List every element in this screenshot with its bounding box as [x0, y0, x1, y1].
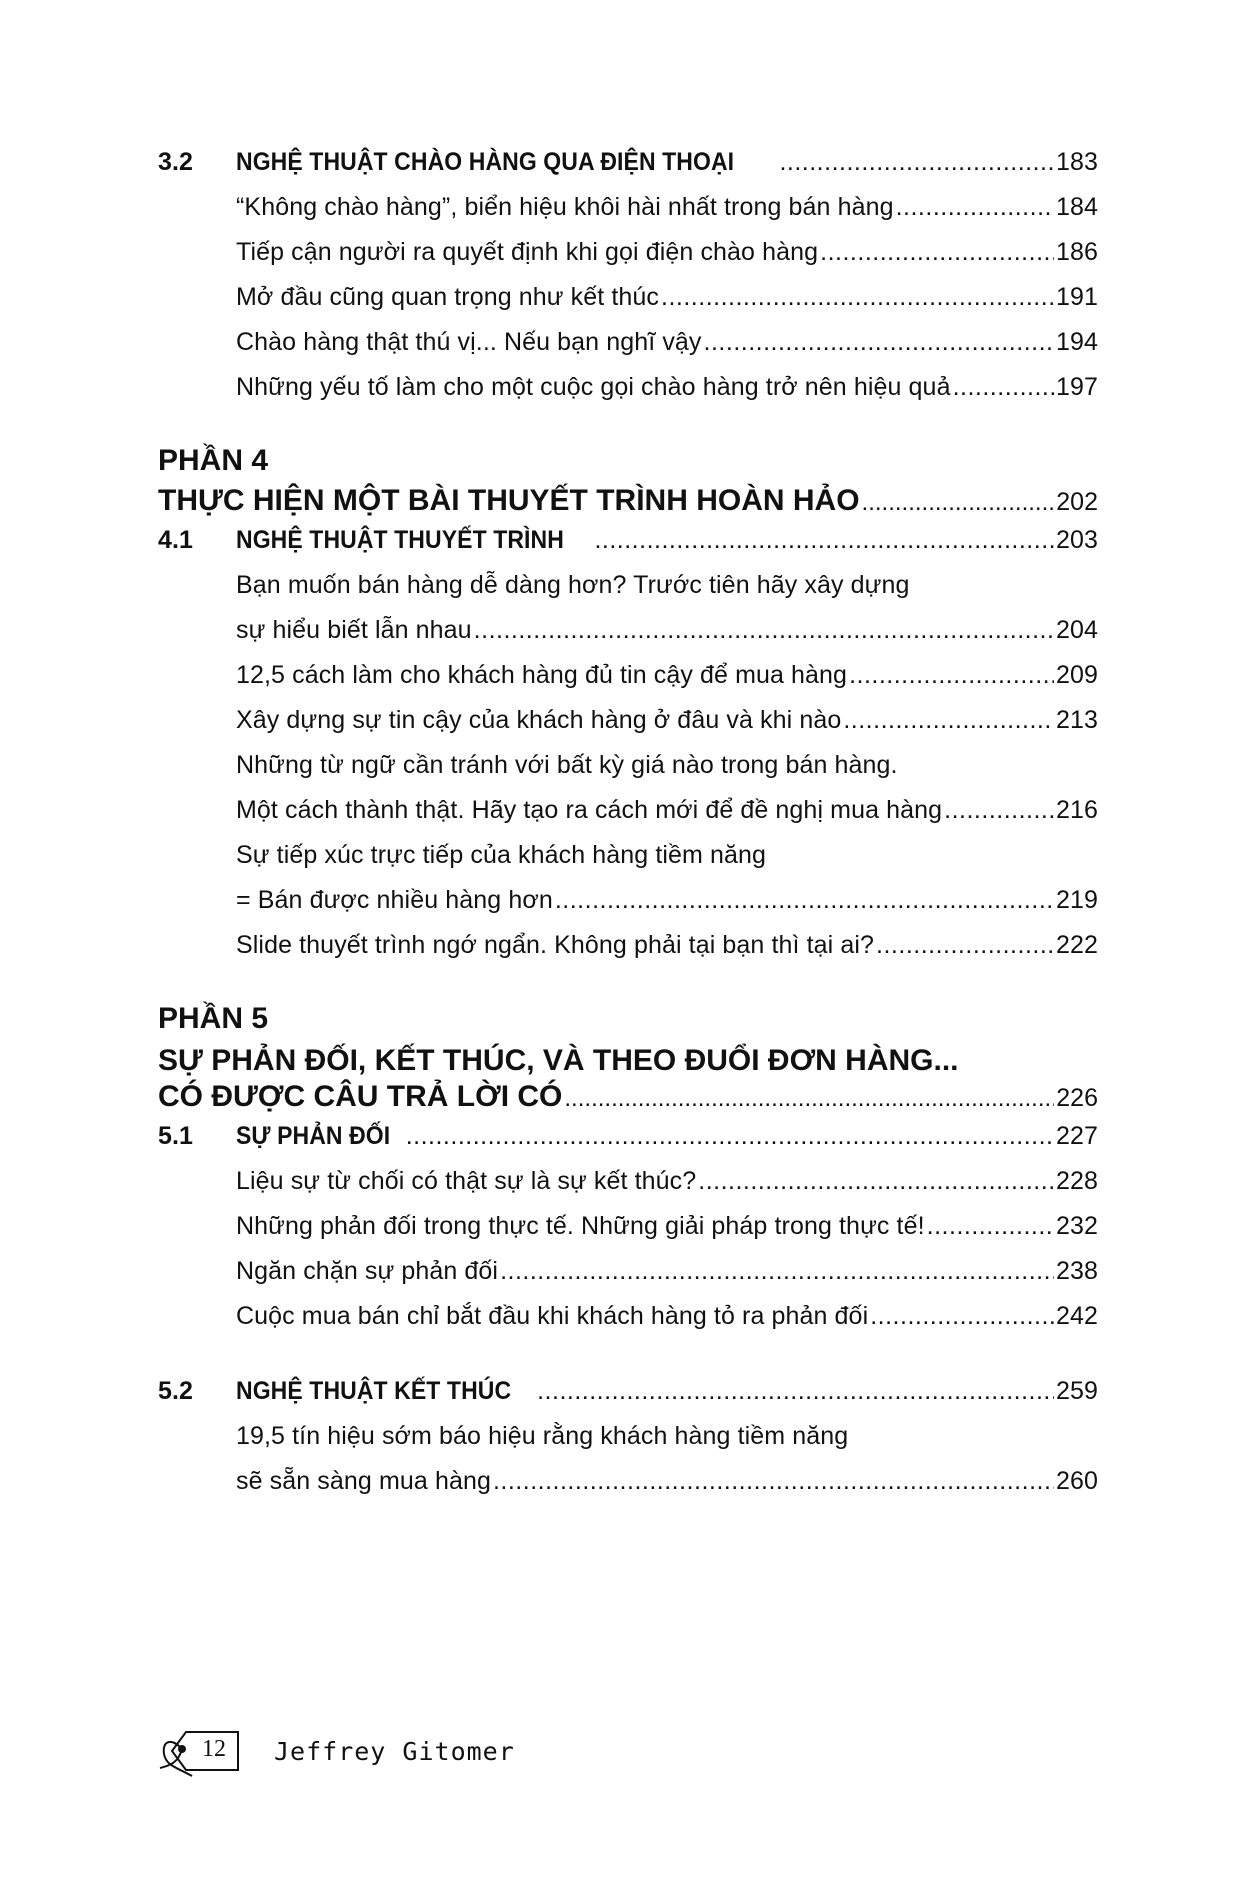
- leader-dots: [661, 283, 1054, 312]
- toc-entry-line: [158, 1422, 1098, 1467]
- page-number: 260: [1055, 1467, 1098, 1495]
- leader-dots: [862, 489, 1055, 517]
- leader-dots: [474, 616, 1054, 645]
- toc-entry[interactable]: [158, 886, 1098, 931]
- page-number: 259: [1055, 1377, 1098, 1405]
- toc-part-5[interactable]: [158, 1080, 1098, 1122]
- toc-entry[interactable]: [158, 328, 1098, 373]
- leader-dots: [843, 706, 1054, 735]
- entry-title-line1: Bạn muốn bán hàng dễ dàng hơn? Trước tiên hãy xây dựng: [236, 571, 910, 599]
- page-number: 184: [1055, 193, 1098, 221]
- toc-entry[interactable]: [158, 193, 1098, 238]
- part-label: PHẦN 4: [158, 444, 269, 477]
- section-title: NGHỆ THUẬT CHÀO HÀNG QUA ĐIỆN THOẠI: [236, 148, 735, 176]
- section-title: NGHỆ THUẬT KẾT THÚC: [236, 1377, 512, 1405]
- part-title-line1: SỰ PHẢN ĐỐI, KẾT THÚC, VÀ THEO ĐUỔI ĐƠN HÀNG...: [158, 1044, 959, 1077]
- entry-title: Tiếp cận người ra quyết định khi gọi điện chào hàng: [236, 238, 819, 266]
- part-label: PHẦN 5: [158, 1002, 269, 1035]
- toc-entry[interactable]: [158, 706, 1098, 751]
- page-number: 203: [1055, 526, 1098, 554]
- entry-title: Liệu sự từ chối có thật sự là sự kết thúc?: [236, 1167, 697, 1195]
- entry-title: Những yếu tố làm cho một cuộc gọi chào hàng trở nên hiệu quả: [236, 373, 951, 401]
- toc-entry[interactable]: [158, 931, 1098, 976]
- page-number: 194: [1055, 328, 1098, 356]
- leader-dots: [779, 148, 1054, 177]
- page-number: 204: [1055, 616, 1098, 644]
- toc-entry-line: [158, 841, 1098, 886]
- toc-entry[interactable]: [158, 616, 1098, 661]
- section-title: NGHỆ THUẬT THUYẾT TRÌNH: [236, 526, 564, 554]
- leader-dots: [564, 1085, 1054, 1113]
- page-footer: [158, 1728, 515, 1774]
- leader-dots: [537, 1377, 1054, 1406]
- toc-entry[interactable]: [158, 1257, 1098, 1302]
- page-number: 186: [1055, 238, 1098, 266]
- entry-title: Một cách thành thật. Hãy tạo ra cách mới để đề nghị mua hàng: [236, 796, 943, 824]
- entry-title: Chào hàng thật thú vị... Nếu bạn nghĩ vậy: [236, 328, 702, 356]
- section-number: 4.1: [158, 526, 194, 554]
- entry-title: Xây dựng sự tin cậy của khách hàng ở đâu và khi nào: [236, 706, 842, 734]
- entry-title: sẽ sẵn sàng mua hàng: [236, 1467, 491, 1495]
- toc-entry[interactable]: [158, 283, 1098, 328]
- leader-dots: [820, 238, 1054, 267]
- page-number: 228: [1055, 1167, 1098, 1195]
- page-number: 238: [1055, 1257, 1098, 1285]
- entry-title: “Không chào hàng”, biển hiệu khôi hài nhất trong bán hàng: [236, 193, 894, 221]
- page-number: 191: [1055, 283, 1098, 311]
- entry-title: = Bán được nhiều hàng hơn: [236, 886, 553, 914]
- page-number: 213: [1055, 706, 1098, 734]
- section-title: SỰ PHẢN ĐỐI: [236, 1122, 391, 1150]
- entry-title: sự hiểu biết lẫn nhau: [236, 616, 472, 644]
- leader-dots: [944, 796, 1054, 825]
- table-of-contents: [158, 148, 1098, 1512]
- page-number: 219: [1055, 886, 1098, 914]
- toc-entry[interactable]: [158, 1467, 1098, 1512]
- toc-entry[interactable]: [158, 1167, 1098, 1212]
- leader-dots: [704, 328, 1054, 357]
- section-number: 5.2: [158, 1377, 194, 1405]
- leader-dots: [849, 661, 1054, 690]
- entry-title: Những phản đối trong thực tế. Những giải pháp trong thực tế!: [236, 1212, 925, 1240]
- leader-dots: [927, 1212, 1054, 1241]
- toc-entry-line: [158, 751, 1098, 796]
- part-title: THỰC HIỆN MỘT BÀI THUYẾT TRÌNH HOÀN HẢO: [158, 484, 860, 517]
- entry-title: Cuộc mua bán chỉ bắt đầu khi khách hàng tỏ ra phản đối: [236, 1302, 869, 1330]
- page-number: 222: [1055, 931, 1098, 959]
- toc-entry-line: [158, 571, 1098, 616]
- entry-title: 12,5 cách làm cho khách hàng đủ tin cậy để mua hàng: [236, 661, 848, 689]
- page-number: 227: [1055, 1122, 1098, 1150]
- toc-entry[interactable]: [158, 661, 1098, 706]
- author-name: Jeffrey Gitomer: [274, 1736, 515, 1766]
- page-number: 197: [1055, 373, 1098, 401]
- page-number: 216: [1055, 796, 1098, 824]
- leader-dots: [870, 1302, 1054, 1331]
- section-number: 3.2: [158, 148, 194, 176]
- toc-section-3-2[interactable]: [158, 148, 1098, 193]
- leader-dots: [555, 886, 1054, 915]
- toc-entry[interactable]: [158, 1302, 1098, 1347]
- toc-entry[interactable]: [158, 1212, 1098, 1257]
- section-number: 5.1: [158, 1122, 194, 1150]
- toc-entry[interactable]: [158, 796, 1098, 841]
- toc-part-4[interactable]: [158, 484, 1098, 526]
- page-number: 209: [1055, 661, 1098, 689]
- leader-dots: [594, 526, 1054, 555]
- toc-entry[interactable]: [158, 373, 1098, 418]
- toc-section-5-2[interactable]: [158, 1377, 1098, 1422]
- entry-title: Mở đầu cũng quan trọng như kết thúc: [236, 283, 660, 311]
- entry-title: Ngăn chặn sự phản đối: [236, 1257, 499, 1285]
- page-number: 242: [1055, 1302, 1098, 1330]
- leader-dots: [896, 193, 1054, 222]
- entry-title: Slide thuyết trình ngớ ngẩn. Không phải tại bạn thì tại ai?: [236, 931, 875, 959]
- leader-dots: [953, 373, 1054, 402]
- toc-entry[interactable]: [158, 238, 1098, 283]
- footer-page-number: 12: [202, 1736, 226, 1762]
- toc-section-4-1[interactable]: [158, 526, 1098, 571]
- leader-dots: [406, 1122, 1054, 1151]
- page-number: 202: [1056, 488, 1098, 516]
- entry-title-line1: Những từ ngữ cần tránh với bất kỳ giá nào trong bán hàng.: [236, 751, 898, 779]
- toc-section-5-1[interactable]: [158, 1122, 1098, 1167]
- entry-title-line1: Sự tiếp xúc trực tiếp của khách hàng tiềm năng: [236, 841, 767, 869]
- page-number: 226: [1056, 1084, 1098, 1112]
- page-number: 232: [1055, 1212, 1098, 1240]
- entry-title-line1: 19,5 tín hiệu sớm báo hiệu rằng khách hàng tiềm năng: [236, 1422, 849, 1450]
- leader-dots: [876, 931, 1054, 960]
- page-number: 183: [1055, 148, 1098, 176]
- leader-dots: [698, 1167, 1054, 1196]
- price-tag-icon: [158, 1728, 240, 1774]
- leader-dots: [500, 1257, 1054, 1286]
- leader-dots: [493, 1467, 1054, 1496]
- part-title: CÓ ĐƯỢC CÂU TRẢ LỜI CÓ: [158, 1080, 563, 1113]
